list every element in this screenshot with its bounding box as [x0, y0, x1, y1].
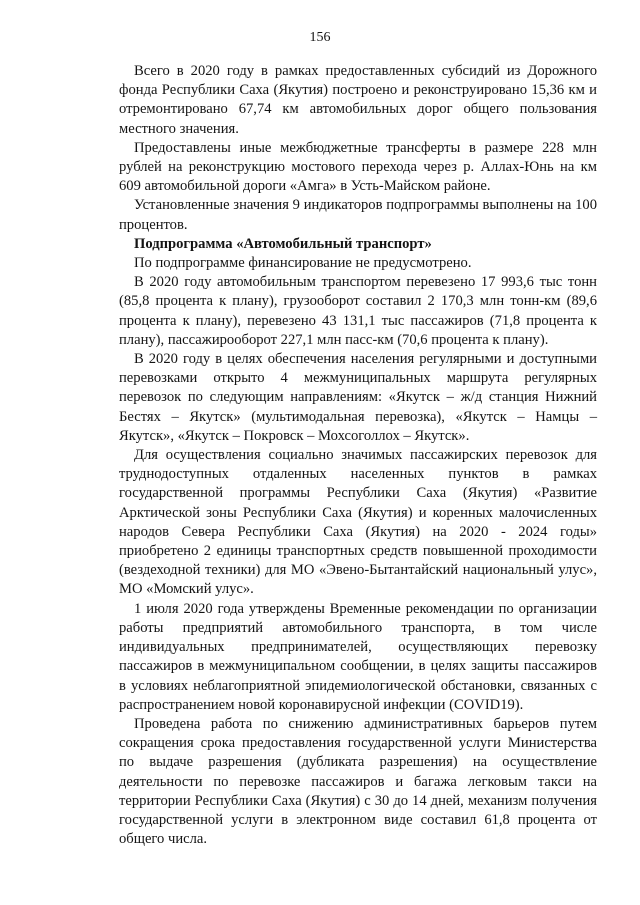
document-body: [119, 62, 597, 849]
paragraph-admin-barriers: Проведена работа по снижению административных барьеров путем сокращения срока предоставления государственной услуги Министерства по выдаче разрешения (дубликата разрешения) на осуществление деятельности по перевозке пассажиров и багажа легковым такси на территории Республики Саха (Якутия) с 30 до 14 дней, механизм получения государственной услуги в электронном виде составил 61,8 процента от общего числа.: [119, 715, 597, 848]
paragraph-covid-recommendations: 1 июля 2020 года утверждены Временные рекомендации по организации работы предприятий автомобильного транспорта, в том числе индивидуальных предпринимателей, осуществляющих перевозку пассажиров в межмуниципальном сообщении, в целях защиты пассажиров в условиях неблагоприятной эпидемиологической обстановки, связанных с распространением новой коронавирусной инфекции (COVID19).: [119, 600, 597, 713]
paragraph-arctic-vehicles: Для осуществления социально значимых пассажирских перевозок для труднодоступных отдаленных населенных пунктов в рамках государственной программы Республики Саха (Якутия) «Развитие Арктической зоны Республики Саха (Якутия) и коренных малочисленных народов Севера Республики Саха (Якутия) на 2020 - 2024 годы» приобретено 2 единицы транспортных средств повышенной проходимости (вездеходной техники) для МО «Эвено-Бытантайский национальный улус», МО «Момский улус».: [119, 447, 597, 598]
page-number: 156: [309, 30, 331, 45]
paragraph-new-routes: В 2020 году в целях обеспечения населения регулярными и доступными перевозками открыто 4 межмуниципальных маршрута регулярных перевозок по следующим направлениям: «Якутск – ж/д станция Нижний Бестях – Якутск» (мультимодальная перевозка), «Якутск – Намцы – Якутск», «Якутск – Покровск – Мохсоголлох – Якутск».: [119, 351, 597, 444]
paragraph-financing: По подпрограмме финансирование не предусмотрено.: [134, 255, 472, 272]
paragraph-road-subsidies: Всего в 2020 году в рамках предоставленных субсидий из Дорожного фонда Республики Саха (Якутия) построено и реконструировано 15,36 км и отремонтировано 67,74 км автомобильных дорог общего пользования местного значения.: [119, 63, 597, 137]
paragraph-transport-volumes: В 2020 году автомобильным транспортом перевезено 17 993,6 тыс тонн (85,8 процента к плану), грузооборот составил 2 170,3 млн тонн-км (89,6 процента к плану), перевезено 43 131,1 тыс пассажиров (71,8 процента к плану), пассажирооборот 227,1 млн пасс-км (70,6 процента к плану).: [119, 274, 597, 348]
section-heading: Подпрограмма «Автомобильный транспорт»: [134, 235, 432, 252]
paragraph-interbudget-transfers: Предоставлены иные межбюджетные трансферты в размере 228 млн рублей на реконструкцию мостового перехода через р. Аллах-Юнь на км 609 автомобильной дороги «Амга» в Усть-Майском районе.: [119, 139, 597, 195]
paragraph-indicators: Установленные значения 9 индикаторов подпрограммы выполнены на 100 процентов.: [119, 197, 597, 233]
